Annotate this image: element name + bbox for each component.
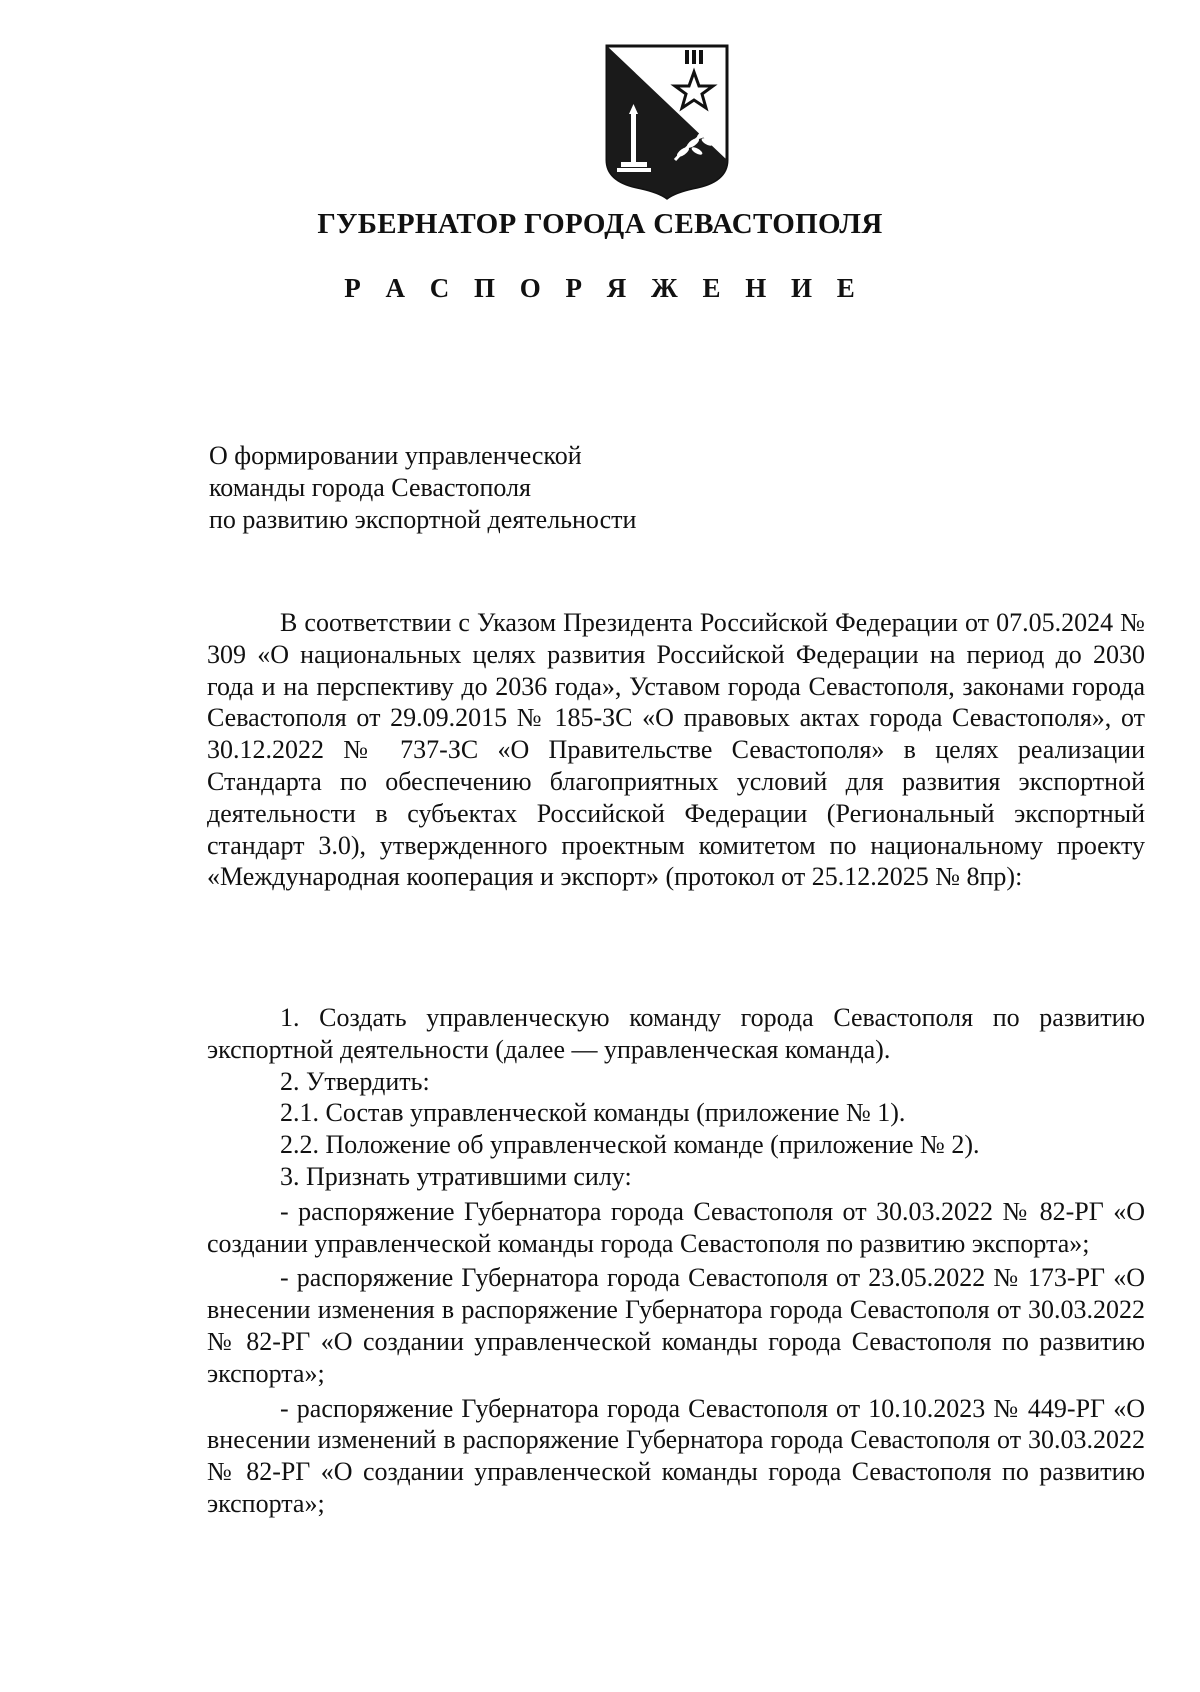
subject-line: команды города Севастополя: [209, 473, 532, 502]
sevastopol-coat-of-arms-icon: [603, 42, 731, 200]
item-2: 2. Утвердить:: [280, 1066, 430, 1096]
document-subject: [209, 440, 636, 536]
item-2-2: 2.2. Положение об управленческой команде (приложение № 2).: [280, 1130, 980, 1160]
item-3: 3. Признать утратившими силу:: [280, 1161, 632, 1191]
repealed-order: - распоряжение Губернатора города Севастополя от 30.03.2022 № 82-РГ «О создании управленческой команды города Севастополя по развитию экспорта»;: [207, 1196, 1145, 1258]
issuing-authority: ГУБЕРНАТОР ГОРОДА СЕВАСТОПОЛЯ: [317, 208, 883, 240]
preamble: [207, 607, 1145, 893]
order-items: [207, 1002, 1145, 1520]
document-type: Р А С П О Р Я Ж Е Н И Е: [344, 273, 864, 303]
item-2-1: 2.1. Состав управленческой команды (приложение № 1).: [280, 1098, 906, 1128]
preamble-paragraph: В соответствии с Указом Президента Российской Федерации от 07.05.2024 № 309 «О национальных целях развития Российской Федерации на период до 2030 года и на перспективу до 2036 года», Уставом города Севастополя, законами города Севастополя от 29.09.2015 № 185-ЗС «О правовых актах города Севастополя», от 30.12.2022 № 737-ЗС «О Правительстве Севастополя» в целях реализации Стандарта по обеспечению благоприятных условий для развития экспортной деятельности в субъектах Российской Федерации (Региональный экспортный стандарт 3.0), утвержденного проектным комитетом по национальному проекту «Международная кооперация и экспорт» (протокол от 25.12.2025 № 8пр):: [207, 608, 1145, 892]
item-1: 1. Создать управленческую команду города Севастополя по развитию экспортной деятельности (далее — управленческая команда).: [207, 1003, 1145, 1064]
subject-line: по развитию экспортной деятельности: [209, 505, 637, 534]
subject-line: О формировании управленческой: [209, 441, 582, 470]
repealed-order: - распоряжение Губернатора города Севастополя от 10.10.2023 № 449-РГ «О внесении изменений в распоряжение Губернатора города Севастополя от 30.03.2022 № 82-РГ «О создании управленческой команды города Севастополя по развитию экспорта»;: [207, 1393, 1145, 1518]
repealed-order: - распоряжение Губернатора города Севастополя от 23.05.2022 № 173-РГ «О внесении изменения в распоряжение Губернатора города Севастополя от 30.03.2022 № 82-РГ «О создании управленческой команды города Севастополя по развитию экспорта»;: [207, 1263, 1145, 1388]
